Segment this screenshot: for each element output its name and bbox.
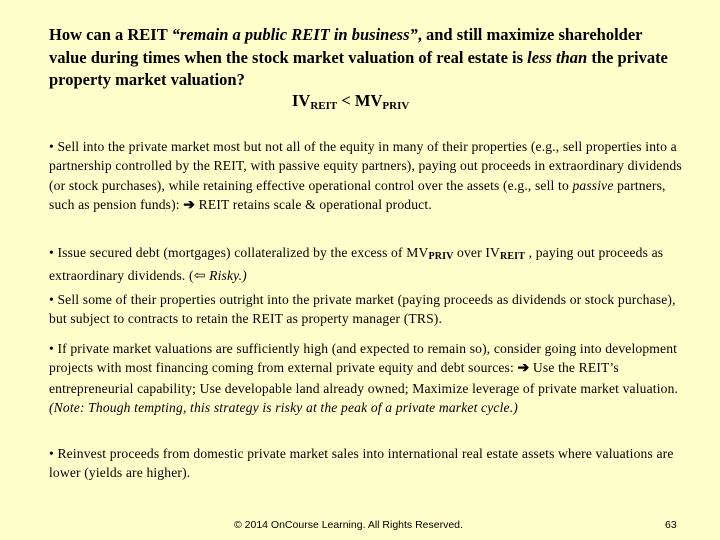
footer-copyright: © 2014 OnCourse Learning. All Rights Reserved. (234, 519, 463, 531)
question-quote: “remain a public REIT in business” (171, 25, 418, 44)
question-emphasis: less than (527, 47, 588, 67)
left-arrow-icon: ⇦ (193, 269, 206, 285)
bullet-reinvest: • Reinvest proceeds from domestic private market sales into international real estate assets where valuations are lower (yields are higher). (49, 446, 674, 481)
question-text: the private property market valuation? (49, 47, 668, 89)
right-arrow-icon: ➔ (517, 361, 530, 377)
question-text: , and still maximize shareholder value during times when the stock market valuation of real estate is (49, 25, 643, 67)
bullet-development: • If private market valuations are sufficiently high (and expected to remain so), consider going into development projects with most financing coming from external private equity and debt sources: ➔ Use the REIT’s entrepreneurial capability; Use developable land already owned; Maximize leverage of private market valuation. (Note: Though tempting, this strategy is risky at the peak of a private market cycle.) (49, 341, 679, 415)
page-number: 63 (665, 519, 677, 531)
bullet-secured-debt: • Issue secured debt (mortgages) collateralized by the excess of MVPRIV over IVREIT , paying out proceeds as extraordinary dividends. (⇦ Risky.) (49, 245, 664, 285)
slide-question (49, 24, 679, 92)
right-arrow-icon: ➔ (183, 197, 196, 213)
bullet-sell-equity: • Sell into the private market most but not all of the equity in many of their properties (e.g., sell properties into a partnership controlled by the REIT, with passive equity partners), paying out proceeds in extraordinary dividends (or stock purchases), while retaining effective operational control over the assets (e.g., sell to passive partners, such as pension funds): ➔ REIT retains scale & operational product. (49, 139, 682, 213)
question-text: How can a REIT (49, 25, 172, 44)
bullet-sell-outright: • Sell some of their properties outright into the private market (paying proceeds as dividends or stock purchase), but subject to contracts to retain the REIT as property manager (TRS). (49, 292, 676, 327)
valuation-formula: $IV_{REIT} < MV_{PRIV}$ (292, 91, 410, 112)
